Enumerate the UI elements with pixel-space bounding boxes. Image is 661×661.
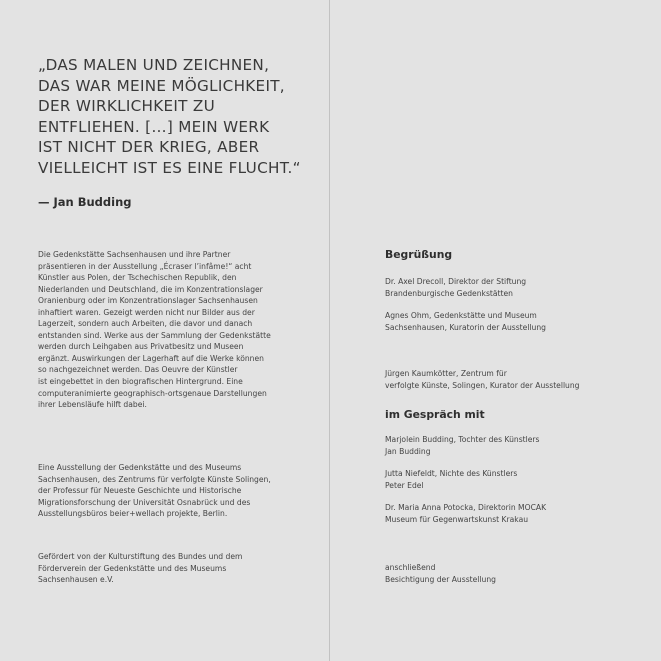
text-line: Sachsenhausen, Kuratorin der Ausstellung <box>385 322 546 332</box>
text-line: Migrationsforschung der Universität Osnabrück und des <box>38 497 251 507</box>
quote-line: „DAS MALEN UND ZEICHNEN, <box>38 56 270 74</box>
quote-line: ENTFLIEHEN. […] MEIN WERK <box>38 117 270 136</box>
text-line: Dr. Axel Drecoll, Direktor der Stiftung <box>385 277 527 286</box>
speaker-entry <box>385 310 625 334</box>
text-line: entstanden sind. Werke aus der Sammlung der Gedenkstätte <box>38 330 271 340</box>
text-line: so nachgezeichnet werden. Das Oeuvre der Künstler <box>38 365 238 375</box>
text-line: Eine Ausstellung der Gedenkstätte und des Museums <box>38 463 242 472</box>
text-line: Brandenburgische Gedenkstätten <box>385 288 513 298</box>
quote-line: DER WIRKLICHKEIT ZU <box>38 97 216 116</box>
text-line: anschließend <box>385 563 436 572</box>
quote-line: VIELLEICHT IST ES EINE FLUCHT.“ <box>38 158 301 177</box>
partners-paragraph <box>38 462 318 520</box>
text-line: ist eingebettet in den biografischen Hintergrund. Eine <box>38 377 243 387</box>
text-line: der Professur für Neueste Geschichte und Historische <box>38 486 242 496</box>
text-line: Besichtigung der Ausstellung <box>385 574 496 584</box>
text-line: verfolgte Künste, Solingen, Kurator der Ausstellung <box>385 380 580 390</box>
text-line: Künstler aus Polen, der Tschechischen Republik, den <box>38 273 237 283</box>
text-line: Sachsenhausen e.V. <box>38 575 114 585</box>
pull-quote <box>38 55 323 179</box>
text-line: Jutta Niefeldt, Nichte des Künstlers <box>385 469 518 478</box>
text-line: ihrer Lebensläufe hilft dabei. <box>38 400 147 410</box>
text-line: Marjolein Budding, Tochter des Künstlers <box>385 435 540 444</box>
text-line: Niederlanden und Deutschland, die im Konzentrationslager <box>38 284 263 294</box>
guest-entry <box>385 502 625 526</box>
text-line: Die Gedenkstätte Sachsenhausen und ihre Partner <box>38 250 231 259</box>
text-line: Oranienburg oder im Konzentrationslager Sachsenhausen <box>38 296 258 306</box>
text-line: Dr. Maria Anna Potocka, Direktorin MOCAK <box>385 503 547 512</box>
text-line: Jan Budding <box>385 446 431 456</box>
text-line: Agnes Ohm, Gedenkstätte und Museum <box>385 311 537 320</box>
text-line: Förderverein der Gedenkstätte und des Museums <box>38 563 227 573</box>
welcome-heading: Begrüßung <box>385 248 453 261</box>
text-line: Museum für Gegenwartskunst Krakau <box>385 514 529 524</box>
text-line: inhaftiert waren. Gezeigt werden nicht nur Bilder aus der <box>38 307 255 317</box>
guest-entry <box>385 434 625 458</box>
text-line: Peter Edel <box>385 480 424 490</box>
text-line: Sachsenhausen, des Zentrums für verfolgte Künste Solingen, <box>38 474 271 484</box>
text-line: Jürgen Kaumkötter, Zentrum für <box>385 369 507 378</box>
text-line: präsentieren in der Ausstellung „Écraser l’infâme!“ acht <box>38 261 252 271</box>
page-fold-line <box>329 0 330 661</box>
text-line: werden durch Leihgaben aus Privatbesitz und Museen <box>38 342 244 352</box>
text-line: Ausstellungsbüros beier+wellach projekte, Berlin. <box>38 509 228 519</box>
text-line: ergänzt. Auswirkungen der Lagerhaft auf die Werke können <box>38 353 264 363</box>
guest-entry <box>385 468 625 492</box>
text-line: Gefördert von der Kulturstiftung des Bundes und dem <box>38 552 243 561</box>
intro-paragraph <box>38 249 318 411</box>
text-line: computeranimierte geographisch-ortsgenaue Darstellungen <box>38 388 267 398</box>
quote-line: IST NICHT DER KRIEG, ABER <box>38 138 260 157</box>
speaker-entry <box>385 368 625 392</box>
talk-heading: im Gespräch mit <box>385 408 485 421</box>
quote-author: — Jan Budding <box>38 195 132 209</box>
closing-note <box>385 562 625 586</box>
funding-paragraph <box>38 551 318 586</box>
speaker-entry <box>385 276 625 300</box>
quote-line: DAS WAR MEINE MÖGLICHKEIT, <box>38 76 285 95</box>
text-line: Lagerzeit, sondern auch Arbeiten, die davor und danach <box>38 319 253 329</box>
